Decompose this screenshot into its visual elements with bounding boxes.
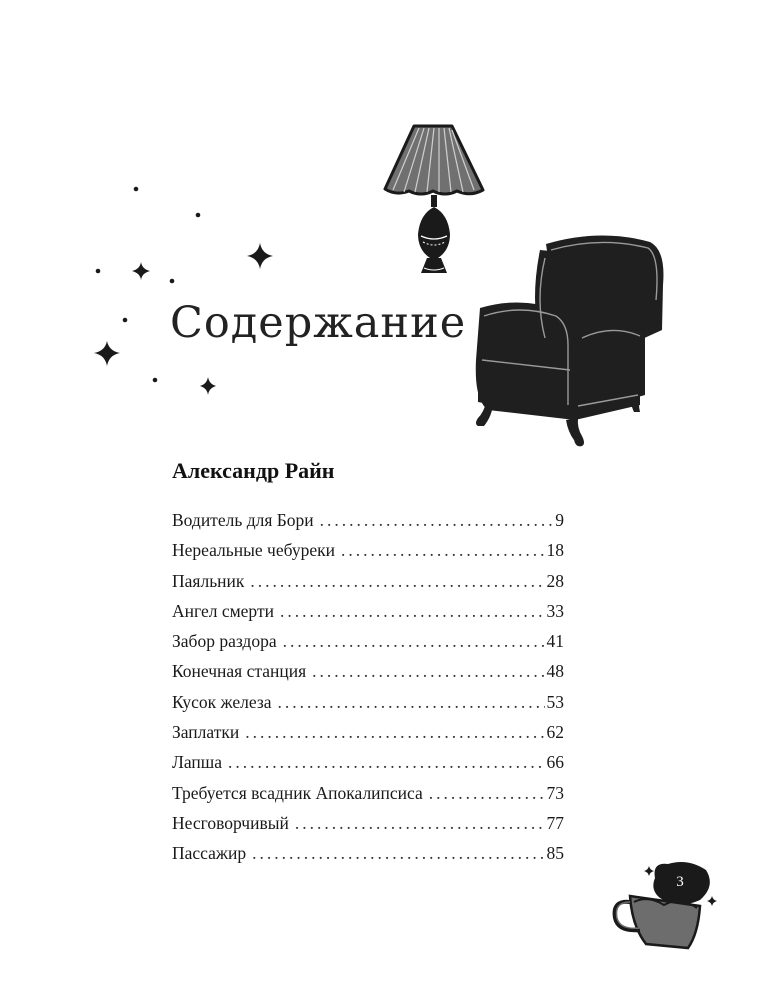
toc-entry[interactable] bbox=[172, 571, 564, 601]
table-of-contents bbox=[172, 510, 564, 874]
toc-entry-title: Забор раздора bbox=[172, 631, 277, 652]
toc-leader-dots bbox=[280, 601, 545, 622]
toc-entry-page: 73 bbox=[546, 782, 564, 803]
toc-entry-page: 85 bbox=[546, 843, 564, 864]
page-number: 3 bbox=[676, 874, 684, 890]
toc-leader-dots bbox=[320, 510, 554, 531]
toc-entry-title: Заплатки bbox=[172, 722, 240, 743]
toc-entry-page: 33 bbox=[546, 600, 564, 621]
toc-leader-dots bbox=[278, 692, 545, 713]
toc-leader-dots bbox=[283, 631, 545, 652]
teacup-icon bbox=[615, 862, 717, 948]
toc-entry[interactable] bbox=[172, 752, 564, 782]
toc-leader-dots bbox=[252, 843, 544, 864]
toc-entry[interactable] bbox=[172, 813, 564, 843]
toc-entry-page: 48 bbox=[546, 661, 564, 682]
toc-entry[interactable] bbox=[172, 692, 564, 722]
toc-entry[interactable] bbox=[172, 722, 564, 752]
toc-entry-page: 9 bbox=[555, 510, 564, 530]
toc-entry-page: 77 bbox=[546, 812, 564, 833]
toc-entry-page: 66 bbox=[546, 752, 564, 773]
toc-entry-title: Паяльник bbox=[172, 570, 245, 591]
toc-entry-page: 18 bbox=[546, 540, 564, 561]
toc-entry-page: 53 bbox=[546, 691, 564, 712]
toc-entry-title: Нереальные чебуреки bbox=[172, 540, 335, 561]
toc-entry-title: Кусок железа bbox=[172, 691, 272, 712]
toc-entry-page: 41 bbox=[546, 631, 564, 652]
toc-entry-title: Ангел смерти bbox=[172, 600, 274, 621]
toc-entry[interactable] bbox=[172, 601, 564, 631]
page-title: Содержание bbox=[170, 298, 467, 348]
toc-leader-dots bbox=[245, 722, 544, 743]
toc-entry-title: Несговорчивый bbox=[172, 812, 289, 833]
toc-entry[interactable] bbox=[172, 510, 564, 540]
toc-entry-title: Конечная станция bbox=[172, 661, 307, 682]
toc-leader-dots bbox=[228, 752, 544, 773]
toc-entry[interactable] bbox=[172, 631, 564, 661]
toc-entry-title: Требуется всадник Апокалипсиса bbox=[172, 782, 423, 803]
toc-entry[interactable] bbox=[172, 843, 564, 873]
sparkle-icon bbox=[94, 187, 273, 395]
toc-entry[interactable] bbox=[172, 540, 564, 570]
toc-leader-dots bbox=[312, 661, 544, 682]
toc-leader-dots bbox=[295, 813, 545, 834]
toc-entry-title: Лапша bbox=[172, 752, 223, 773]
toc-entry-title: Водитель для Бори bbox=[172, 510, 314, 530]
toc-entry[interactable] bbox=[172, 783, 564, 813]
toc-leader-dots bbox=[429, 783, 545, 804]
section-author: Александр Райн bbox=[172, 458, 335, 483]
toc-entry-title: Пассажир bbox=[172, 843, 247, 864]
toc-leader-dots bbox=[341, 540, 545, 561]
toc-entry-page: 28 bbox=[546, 570, 564, 591]
toc-entry[interactable] bbox=[172, 661, 564, 691]
lamp-icon bbox=[385, 126, 483, 273]
armchair-icon bbox=[476, 235, 664, 446]
toc-entry-page: 62 bbox=[546, 722, 564, 743]
toc-leader-dots bbox=[250, 571, 544, 592]
